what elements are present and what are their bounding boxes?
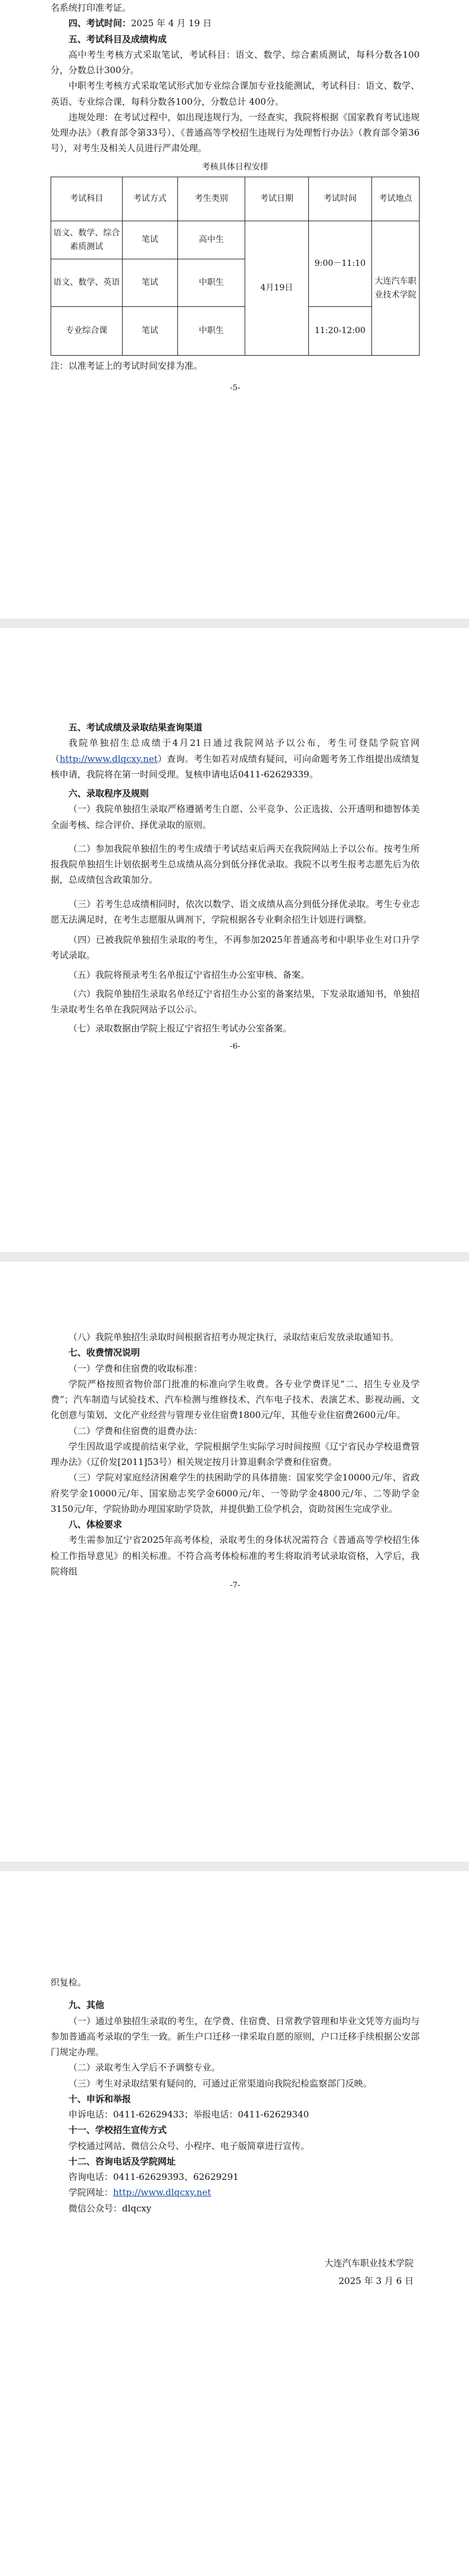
text-line: 名系统打印准考证。	[51, 2, 132, 13]
paragraph: 申诉电话：0411-62629433；举报电话：0411-62629340	[68, 2109, 309, 2120]
th-place: 考试地点	[372, 177, 420, 221]
table-cell: 高中生	[177, 221, 245, 259]
paragraph: 学院网址：http://www.dlqcxy.net	[68, 2187, 211, 2198]
paragraph: （一）我院单独招生录取严格遵循考生自愿、公平竞争、公正选拔、公开透明和德智体美全面考核、综合评价、择优录取的原则。	[51, 804, 420, 830]
page-gap	[0, 619, 469, 628]
paragraph: （六）我院单独招生录取名单经辽宁省招生办公室的备案结果，下发录取通知书，单独招生录取考生名单在我院网站予以公示。	[51, 988, 420, 1015]
paragraph: （八）我院单独招生录取时间根据省招考办规定执行，录取结束后发放录取通知书。	[68, 1332, 399, 1342]
paragraph: （四）已被我院单独招生录取的考生，不再参加2025年普通高考和中职毕业生对口升学考试录取。	[51, 934, 420, 961]
th-method: 考试方式	[122, 177, 177, 221]
paragraph: （七）录取数据由学院上报辽宁省招生考试办公室备案。	[68, 1023, 292, 1034]
paragraph: （一）通过单独招生录取的考生，在学费、住宿费、日常教学管理和毕业文凭等方面均与参加普通高考录取的学生一致。新生户口迁移一律采取自愿的原则，户口迁移手续根据公安部门规定办理。	[51, 2015, 420, 2057]
table-cell: 中职生	[177, 307, 245, 356]
paragraph: （三）学院对家庭经济困难学生的扶困助学的具体措施：国家奖学金10000元/年、省政府奖学金10000元/年、国家励志奖学金6000元/年、一等助学金4800元/年、二等助学金3150元/年，学院协助办理国家助学贷款，并提供勤工俭学机会，资助贫困生完成学业。	[51, 1472, 420, 1514]
page-7	[51, 1329, 420, 1593]
table-cell: 中职生	[177, 259, 245, 307]
paragraph: 考生需参加辽宁省2025年高考体检，录取考生的身体状况需符合《普通高等学校招生体检工作指导意见》的相关标准。不符合高考体检标准的考生将取消考试录取资格，入学后，我院将组	[51, 1535, 420, 1577]
paragraph: （二）录取考生入学后不予调整专业。	[68, 2062, 221, 2073]
table-cell: 语文、数学、综合素质测试	[51, 221, 123, 259]
table-note: 注：以准考证上的考试时间安排为准。	[51, 360, 203, 371]
section-7-heading: 七、收费情况说明	[68, 1347, 140, 1358]
table-cell-time: 9:00－11:10	[308, 221, 371, 307]
paragraph: 中职考生考核方式采取笔试形式加专业综合课加专业技能测试，考试科目：语文、数学、英语、专业综合课，每科分数各100分，分数总计 400分。	[51, 80, 420, 107]
section-9-heading: 九、其他	[68, 2000, 105, 2011]
page-8	[51, 1975, 420, 2290]
paragraph: 高中考生考核方式采取笔试，考试科目：语文、数学、综合素质测试，每科分数各100分，分数总计300分。	[51, 49, 420, 76]
table-cell: 专业综合课	[51, 307, 123, 356]
table-cell: 笔试	[122, 259, 177, 307]
paragraph: 我院单独招生总成绩于4月21日通过我院网站予以公布，考生可登陆学院官网（http://www.dlqcxy.net）查询。考生如若对成绩有疑问，可向命题考务工作组提出成绩复核申请，我院将在第一时间受理。复核申请电话0411-62629339。	[51, 738, 420, 780]
th-category: 考生类别	[177, 177, 245, 221]
section-11-heading: 十一、学校招生宣传方式	[68, 2125, 167, 2136]
section-10-heading: 十、申诉和举报	[68, 2093, 132, 2104]
signature-org: 大连汽车职业技术学院	[324, 2257, 414, 2268]
paragraph: 学校通过网站、微信公众号、小程序、电子版简章进行宣传。	[68, 2140, 310, 2151]
table-cell-place: 大连汽车职业技术学院	[372, 221, 420, 356]
paragraph: （三）考生对录取结果有疑问的，可通过正常渠道向我院纪检监察部门反映。	[68, 2078, 373, 2089]
page-gap	[0, 1252, 469, 1262]
paragraph: 违规处理：在考试过程中，如出现违规行为，一经查实，我院将根据《国家教育考试违规处理办法》（教育部令第33号）、《普通高等学校招生违规行为处理暂行办法》（教育部令第36号），对考生及相关人员进行严肃处理。	[51, 111, 420, 154]
table-cell: 笔试	[122, 221, 177, 259]
page-number: -6-	[230, 1041, 240, 1051]
table-cell: 笔试	[122, 307, 177, 356]
th-date: 考试日期	[245, 177, 308, 221]
paragraph: 咨询电话：0411-62629393、62629291	[68, 2172, 239, 2182]
college-website-link[interactable]: http://www.dlqcxy.net	[113, 2187, 211, 2198]
page-5	[51, 0, 420, 396]
table-cell-date: 4月19日	[245, 221, 308, 356]
table-caption: 考核具体日程安排	[202, 162, 268, 172]
paragraph: 学生因故退学或提前结束学业，学院根据学生实际学习时间按照《辽宁省民办学校退费管理办法》（辽价发[2011]53号）相关规定按月计算退剩余学费和住宿费。	[51, 1441, 420, 1467]
table-cell: 语文、数学、英语	[51, 259, 123, 307]
exam-schedule-table	[51, 177, 420, 356]
page-6	[51, 720, 420, 1053]
th-time: 考试时间	[308, 177, 371, 221]
paragraph: （二）学费和住宿费的退费办法：	[68, 1425, 203, 1436]
paragraph: （一）学费和住宿费的收取标准：	[68, 1363, 203, 1374]
signature-date: 2025 年 3 月 6 日	[338, 2275, 414, 2286]
section-6-heading: 六、录取程序及规则	[68, 788, 149, 799]
text-line: 织复检。	[51, 1977, 87, 1988]
section-5-heading: 五、考试科目及成绩构成	[68, 33, 167, 45]
paragraph: （五）我院将预录考生名单报辽宁省招生办公室审核、备案。	[68, 969, 310, 980]
section-8-heading: 八、体检要求	[68, 1519, 123, 1530]
section-12-heading: 十二、咨询电话及学院网址	[68, 2155, 176, 2167]
th-subject: 考试科目	[51, 177, 123, 221]
college-website-link[interactable]: http://www.dlqcxy.net	[60, 753, 158, 764]
section-5-results-heading: 五、考试成绩及录取结果查询渠道	[68, 722, 203, 733]
section-4-heading: 四、考试时间：2025 年 4 月 19 日	[68, 18, 212, 29]
paragraph: （二）参加我院单独招生的考生成绩于考试结束后两天在我院网站上予以公布。按考生所报我院单独招生计划依据考生总成绩从高分到低分择优录取。我院不以考生报考志愿先后为依据，总成绩包含政策加分。	[51, 843, 420, 886]
paragraph: （三）若考生总成绩相同时，依次以数学、语文成绩从高分到低分择优录取。考生专业志愿无法满足时，在考生志愿服从调剂下，学院根据各专业剩余招生计划进行调整。	[51, 898, 420, 925]
table-cell-time: 11:20-12:00	[308, 307, 371, 356]
paragraph: 学院严格按照省物价部门批准的标准向学生收费。各专业学费详见“二、招生专业及学费”；汽车制造与试验技术、汽车检测与维修技术、汽车电子技术、表演艺术、影视动画、文化创意与策划、文化产业经营与管理专业住宿费1800元/年，其他专业住宿费2600元/年。	[51, 1378, 420, 1421]
paragraph: 微信公众号：dlqcxy	[68, 2202, 152, 2214]
page-number: -5-	[230, 384, 240, 393]
page-number: -7-	[230, 1581, 240, 1590]
page-gap	[0, 1862, 469, 1871]
